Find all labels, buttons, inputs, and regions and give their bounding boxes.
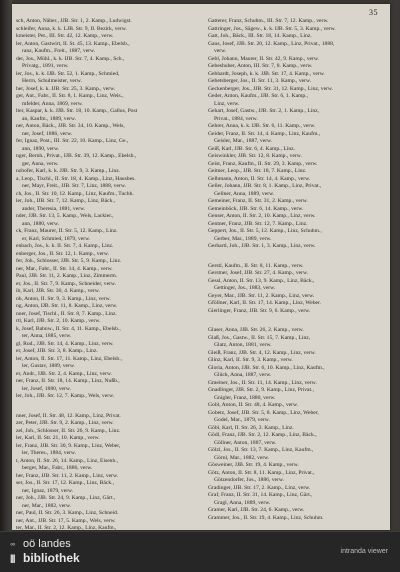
text-line: Gehart, Josef, Gastw., JJB. Str. 2, 1. Kamp., Linz, xyxy=(208,108,320,114)
text-line: her, Franz, JJB. Str. 11, 2. Kamp., Linz, verw. xyxy=(16,472,119,479)
text-line: ner, Franz, II. Str. 18, 14. Kamp., Linz, Nußb., xyxy=(16,378,120,384)
text-line: ner, Mar., 1882, verw. xyxy=(22,502,72,509)
text-line: ner, Anton, Bäck., JJB. Str. 34, 10. Kamp., Wels, xyxy=(16,123,125,129)
text-line: Gettinger, Jos., 1883, verw. xyxy=(214,285,276,291)
text-line: Geiswinkler, JJB. Str. 12, 8. Kamp., verw. xyxy=(208,153,302,159)
text-line: ser, Jos., II. Str. 17, 12. Kamp., Linz, Bäck., xyxy=(16,480,114,486)
text-line: Gnadlinger, JJB. Str. 2, 9. Kamp., Linz, Privat., xyxy=(208,387,314,393)
text-line: Glaß, Jos., Gastw., II. Str. 15, 7. Kamp., Linz, xyxy=(208,334,311,341)
text-line: er, Andr., IJB. Str. 2, 4. Kamp., Linz, verw. xyxy=(16,370,112,377)
text-line xyxy=(208,315,386,327)
text-line: Götz, Anton, II. Str. 8, 11. Kamp., Linz, Privat., xyxy=(208,469,315,476)
text-line: Gragl, Anna, 1889, verw. xyxy=(214,499,271,506)
text-line: zer, Peter, JJB. Str. 9, 2. Kamp., Linz, verw. xyxy=(16,420,114,426)
logo-line-2: bibliothek xyxy=(23,551,80,565)
text-line: nner, Josef, Tischl., II. Str. 8, 7. Kamp., Linz. xyxy=(16,310,117,317)
text-line: ger, Ant., Fabr., II. Str. 8, 1. Kamp., Linz, Wels., xyxy=(16,93,124,99)
text-line: Geyer, Mar., JJB. Str. 11, 2. Kamp., Linz, verw. xyxy=(208,292,315,299)
text-line: nger, Bernh., Privat., IJB. Str. 39, 12. Kamp., Ebelsb., xyxy=(16,153,137,159)
text-line: verw. xyxy=(214,48,227,54)
text-line: enbach, Jos., k. k. II. Str. 7, 4. Kamp., Linz. xyxy=(16,243,114,249)
text-line: ner, Paul, II. Str. 26, 3. Kamp., Linz, Schneid. xyxy=(16,510,119,516)
text-line: nder, JJB. Str. 13, 5. Kamp., Wels, Lackier., xyxy=(16,213,114,219)
text-line: Graf, Franz, II. Str. 31, 14. Kamp., Linz, Gärt., xyxy=(208,492,313,498)
text-line: ch, Jos., II. Str. 10, 12. Kamp., Linz, Kaufm., Tuchh. xyxy=(16,190,134,197)
text-line: k, Josef, Bahnw., II. Str. 4, 11. Kamp., Ebelsb., xyxy=(16,325,121,332)
text-line: fer, Ignaz, Post., III. Str. 22, 10. Kamp., Linz, Ge., xyxy=(16,138,129,144)
text-line: Göllner, Anton, 1887, verw. xyxy=(214,439,277,446)
text-line: Gebhardt, Joseph, k. k. JJB. Str. 17, 4. Kamp., verw. xyxy=(208,70,325,77)
text-line: ler, Anton, II. Str. 17, 11. Kamp., Linz, Ebelsb., xyxy=(16,355,122,362)
scanned-page xyxy=(12,4,390,530)
text-line: Götzendorfer, Jos., 1886, verw. xyxy=(214,477,284,483)
text-line: Geider, Franz, II. Str. 14, 4. Kamp., Linz, Kaufm., xyxy=(208,130,321,137)
text-line: Gramer, Karl, JJB. Str. 24, 6. Kamp., verw. xyxy=(208,507,305,513)
text-line: schleifer, Anna, k. k. LJB. Str. 9, II. Bezirk, verw. xyxy=(16,25,127,32)
text-line: er, Josef, JJB. Str. 3, 8. Kamp., Linz. xyxy=(16,348,98,354)
text-line: Gebeshuber, Anton, III. Str. 7, 8. Kamp., verw. xyxy=(208,63,313,69)
text-line: t, Anton, II. Str. 26, 14. Kamp., Linz, Eisenb., xyxy=(16,457,119,464)
text-line: Gödl, Franz, JJB. Str. 2, 12. Kamp., Linz, Bäck., xyxy=(208,432,317,438)
text-line: ranz, Kaufm., Freit., 1887, verw. xyxy=(22,48,96,54)
text-line: ann, 1880, verw. xyxy=(22,220,60,227)
text-line: Glaser, Anna, JJB. Str. 26, 2. Kamp., verw. xyxy=(208,327,304,333)
text-line: er, Karl, Schmied, 1879, verw. xyxy=(22,235,91,242)
text-line: Gierlinger, Franz, JJB. Str. 9, 6. Kamp., verw. xyxy=(208,307,311,314)
text-line: lter, Kaspar, k. k. JJB. Str. 18, 10. Kamp., Gallus, Post xyxy=(16,108,138,114)
text-line: an, Kaufm., 1889, verw. xyxy=(22,115,77,122)
text-line: ler, Theres., 1884, verw. xyxy=(22,450,76,456)
text-line: sch, Anton, Näher., JJB. Str. 1, 2. Kamp., Ludwigst. xyxy=(16,18,132,24)
text-line: Gattringer, Jos., Sägew., k. k. IJB. Str. 5, 3. Kamp., verw. xyxy=(208,25,336,32)
text-line: ander, Theresia, 1881, verw. xyxy=(22,205,86,212)
text-line: ler, Joh., IJB. Str. 7, 12. Kamp., Linz, Bäck., xyxy=(16,198,116,204)
text-line: ler, Anton, Gastwirt, II. St. 45, 13. Kamp., Ebelsb., xyxy=(16,40,130,47)
viewer-label[interactable]: intranda viewer xyxy=(340,548,388,555)
text-line: ler, Jos., k. k. IJB. Str. 52, 1. Kamp., Schmied, xyxy=(16,70,120,77)
text-line: ck, Franz, Maurer, II. Str. 5, 12. Kamp., Linz. xyxy=(16,228,118,234)
text-line: Gellner, Anna, 1889, verw. xyxy=(214,190,275,197)
text-line: a, Leop., Tischl., II. Str. 18, 4. Kamp., Linz, Hausbes. xyxy=(16,175,136,182)
text-line: Grammer, Jos., II. Str. 19, 4. Kamp., Linz, Schuhm. xyxy=(208,514,324,521)
text-line: Gehrer, Anna, k. k. IJB. Str. 6, 11. Kamp., verw. xyxy=(208,123,316,129)
text-line: ter, Anna, 1885, verw. xyxy=(22,333,72,339)
text-line: Gobl, Anton, II. Str. 48, 4. Kamp., verw. xyxy=(208,402,299,408)
text-line: Gradinger, JJB. Str. 17, 2. Kamp., Linz, verw. xyxy=(208,484,311,491)
text-line: Geller, Johann, JJB. Str. 8, 1. Kamp., Linz, Privat., xyxy=(208,183,322,189)
right-text-column xyxy=(208,18,386,522)
text-line: Gentner, Franz, JJB. Str. 12, 7. Kamp., Linz. xyxy=(208,220,308,227)
text-line: ler, Franz, JJB. Str. 30, 9. Kamp., Linz, Weber, xyxy=(16,442,121,449)
text-line: ib, Karl, JJB. Str. 30, 4. Kamp., verw. xyxy=(16,288,100,294)
text-line: ter, Mar., II. Str. 2, 12. Kamp., Linz, Kaufm., xyxy=(16,525,117,530)
text-line: Gmeiner, Jos., II. Str. 11, 14. Kamp., Linz, verw. xyxy=(208,379,317,386)
text-line: Geckenberger, Jos., JJB. Str. 31, 12. Kamp., Linz, verw. xyxy=(208,85,333,92)
text-line: Gföllner, Karl, II. Str. 17, 14. Kamp., Linz, Weber. xyxy=(208,300,321,306)
text-line: Gobetz, Josef, JJB. Str. 5, 8. Kamp., Linz, Weber, xyxy=(208,409,319,416)
text-line: Glatz, Anton, 1881, verw. xyxy=(214,342,272,348)
text-line: kmeister, Pet., III. Str. 42, 12. Kamp., verw. xyxy=(16,33,114,39)
logo-line-1: oö landes xyxy=(23,538,71,550)
page-gutter xyxy=(0,0,12,531)
text-line: Genser, Anton, II. Str. 2, 10. Kamp., Linz, verw. xyxy=(208,213,316,219)
text-line: Gemeinböck, JJB. Str. 6, 14. Kamp., verw. xyxy=(208,205,304,212)
text-line: Gnigler, Franz, 1880, verw. xyxy=(214,394,276,401)
text-line: Gerhartl, Joh., JJB. Str. 1, 3. Kamp., Linz, verw. xyxy=(208,243,316,249)
text-line: nh, Anton, II. Str. 9, 3. Kamp., Linz, verw. xyxy=(16,295,111,302)
text-line: ler, Karl, II. Str. 21, 10. Kamp., verw. xyxy=(16,435,100,441)
library-logo-bars-icon: ||| xyxy=(10,553,15,563)
text-line: Geppert, Jos., II. Str. 5, 12. Kamp., Linz, Schuhm., xyxy=(208,228,322,234)
text-line: Geisler, Mar., 1887, verw. xyxy=(214,138,273,144)
text-line: Linz, verw. xyxy=(214,100,240,107)
text-line: Gerstner, Josef, JJB. Str. 27, 4. Kamp., verw. xyxy=(208,270,309,276)
text-line: ann, 1890, verw. xyxy=(22,145,60,152)
text-line: ner, Joh., JJB. Str. 24, 9. Kamp., Linz, Gärt., xyxy=(16,495,116,501)
text-line: her, Josef, k. k. JJB. Str. 25, 3. Kamp., verw. xyxy=(16,85,116,92)
text-line: Paul, JJB. Str. 11, 2. Kamp., Linz, Zimmerm. xyxy=(16,273,118,279)
text-line: rtl, Karl, JJB. Str. 2, 10. Kamp., verw. xyxy=(16,318,101,324)
text-line: der, Jos., Mühl., k. k. IJB. Str. 7, 4. Kamp., Sch., xyxy=(16,55,125,62)
text-line: ner, Ignaz, 1879, verw. xyxy=(22,487,74,494)
text-line: enberger, Jos., II. Str. 12, 1. Kamp., verw. xyxy=(16,250,109,257)
text-line: Geder, Anton, Kaufm., JJB. Str. 6, 1. Kamp., xyxy=(208,93,308,99)
text-line: Gerstl, Kaufm., II. Str. 8, 11. Kamp., verw. xyxy=(208,262,304,269)
text-line: Gösweiner, JJB. Str. 19, 4. Kamp., verw. xyxy=(208,462,299,468)
text-line: gl, Rud., JJB. Str. 14, 4. Kamp., Linz, verw. xyxy=(16,340,114,347)
text-line: Herrn, Schulmeister, verw. xyxy=(22,78,82,84)
text-line: ler, Joh., JJB. Str. 12, 7. Kamp., Wels, verw. xyxy=(16,393,115,399)
text-line: nzhofer, Karl, k. k. JJB. Str. 9, 3. Kamp., Linz. xyxy=(16,168,121,174)
text-line: ner, Mar., Fabr., II. Str. 14, 4. Kamp., verw. xyxy=(16,265,113,272)
text-line: ner, Ant., JJB. Str. 17, 5. Kamp., Wels, verw. xyxy=(16,517,116,524)
page-number: 35 xyxy=(369,8,378,17)
text-line: er, Jos., II. Str. 7, 9. Kamp., Schneider, verw. xyxy=(16,280,117,287)
text-line: ger, Anna, verw. xyxy=(22,160,59,167)
text-line: Gatterer, Franz, Schuhm., III. Str. 7, 12. Kamp., verw. xyxy=(208,18,329,24)
text-line: Göbl, Karl, II. Str. 26, 3. Kamp., Linz. xyxy=(208,424,294,431)
text-line: Gölzl, Jos., II. Str. 13, 7. Kamp., Linz, Kaufm., xyxy=(208,447,314,453)
text-line: nner, Josef, II. Str. 48, 12. Kamp., Linz, Privat. xyxy=(16,412,121,419)
text-line: Gaus, Josef, JJB. Str. 20, 12. Kamp., Linz, Privat., 1888, xyxy=(208,40,335,47)
text-line: Gloria, Anton, JJB. Str. 6, 10. Kamp., Linz, Kaufm., xyxy=(208,364,325,371)
text-line xyxy=(208,251,386,263)
text-line: ner, Mayr, Freit., JJB. Str. 7, Linz, 1888, verw. xyxy=(22,183,126,189)
text-line: fer, Joh., Schlosser, JJB. Str. 5, 9. Kamp., Linz. xyxy=(16,258,122,264)
text-line: Geist, Franz, Kaufm., II. Str. 29, 3. Kamp., verw. xyxy=(208,160,318,167)
viewer-footer xyxy=(0,531,400,572)
text-line: Gessl, Anton, II. Str. 13, 9. Kamp., Linz, Bäck., xyxy=(208,277,315,284)
text-line: ng, Anton, IJB. Str. 11, 8. Kamp., Linz, verw. xyxy=(16,303,118,309)
text-line: Privat., 1884, verw. xyxy=(214,115,258,122)
library-logo-icon: ◦◦ xyxy=(10,539,15,549)
text-line: Görnl, Mar., 1882, verw. xyxy=(214,454,270,461)
text-line: zel, Joh., Schlosser, II. Str. 26, 9. Kamp., Linz. xyxy=(16,427,121,434)
text-line: Gatt, Joh., Bäck., III. Str. 18, 14. Kamp., Linz. xyxy=(208,33,312,39)
text-line: berger, Mar., Fabr., 1886, verw. xyxy=(22,465,93,471)
text-line: Gebetsberger, Jos., II. Str. 11, 3. Kamp., verw. xyxy=(208,78,312,84)
text-line: Gleiß, Franz, JJB. Str. 4, 12. Kamp., Linz, verw. xyxy=(208,349,316,356)
text-line: Privatg., 1891, verw. xyxy=(22,63,69,69)
text-line: Glück, Anna, 1887, verw. xyxy=(214,372,272,378)
left-text-column xyxy=(16,18,201,530)
text-line: ler, Gustav, 1889, verw. xyxy=(22,363,75,369)
text-line: Gelbmann, Anton, II. Str. 14, 4. Kamp., verw. xyxy=(208,175,311,182)
text-line: ler, Josef, 1880, verw. xyxy=(22,385,71,392)
text-line: Gerber, Mar., 1889, verw. xyxy=(214,235,272,242)
text-line: Gemeiner, Franz, II. Str. 31, 2. Kamp., verw. xyxy=(208,198,308,204)
text-line: ner, Josef, 1886, verw. xyxy=(22,130,73,137)
text-line xyxy=(16,401,201,413)
text-line: Gebl, Johann, Maurer, II. Str. 42, 9. Kamp., verw. xyxy=(208,55,319,62)
text-line: Geiß, Karl, JJB. Str. 6, 4. Kamp., Linz. xyxy=(208,145,296,152)
text-line: Geitner, Leop., JJB. Str. 18, 7. Kamp., Linz. xyxy=(208,168,307,174)
text-line: mfelder, Anna, 1869, verw. xyxy=(22,100,83,107)
library-logo[interactable] xyxy=(10,538,80,565)
text-line: Godel, Mar., 1879, verw. xyxy=(214,417,270,423)
text-line: Glinz, Karl, II. Str. 9, 3. Kamp., verw. xyxy=(208,357,293,363)
